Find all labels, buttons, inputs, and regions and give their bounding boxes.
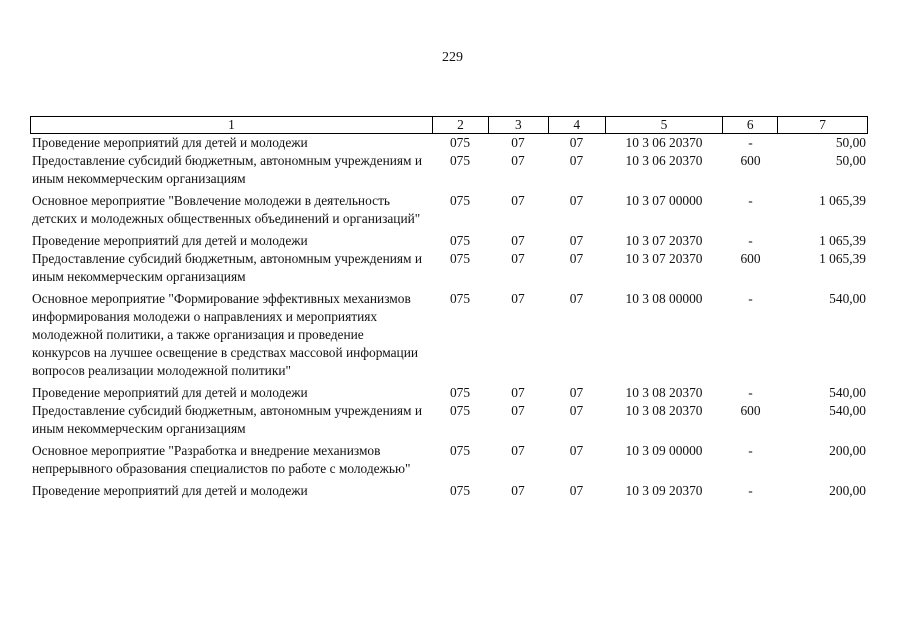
row-col-5: 10 3 09 00000 [625,443,703,458]
row-col-6: - [748,385,753,400]
row-col-7: 1 065,39 [819,251,866,266]
row-col-7: 200,00 [829,443,866,458]
row-col-5: 10 3 08 20370 [625,385,703,400]
row-name: Предоставление субсидий бюджетным, автономным учреждениям и иным некоммерческим организациям [32,403,423,436]
row-col-3: 07 [511,193,525,208]
row-col-4: 07 [569,251,584,266]
row-col-6: 600 [740,251,761,266]
row-col-7: 540,00 [829,385,866,400]
row-col-6: - [748,193,753,208]
row-col-5: 10 3 07 00000 [625,193,703,208]
row-col-7: 540,00 [829,403,866,418]
row-col-2: 075 [449,483,471,498]
row-col-7: 1 065,39 [819,233,866,248]
page-number: 229 [442,50,463,65]
row-name: Предоставление субсидий бюджетным, автономным учреждениям и иным некоммерческим организациям [32,251,423,284]
row-col-6: - [748,135,753,150]
table-row [30,192,868,228]
row-col-5: 10 3 08 00000 [625,291,703,306]
row-col-7: 540,00 [829,291,866,306]
row-col-2: 075 [449,251,471,266]
row-col-3: 07 [511,291,525,306]
row-col-2: 075 [449,193,471,208]
row-name: Основное мероприятие "Вовлечение молодежи в деятельность детских и молодежных общественных объединений и организаций" [32,193,421,226]
budget-table [30,116,868,500]
row-name: Основное мероприятие "Формирование эффективных механизмов информирования молодежи о направлениях и мероприятиях молодежной политики, а также организация и проведение конкурсов на лучшее освещение в средствах массовой информации вопросов реализации молодежной политики" [32,291,419,378]
row-name: Проведение мероприятий для детей и молодежи [32,483,308,498]
table-row [30,290,868,380]
table-header [30,116,868,134]
row-col-6: - [748,233,753,248]
row-col-4: 07 [569,403,584,418]
row-col-6: - [748,291,753,306]
row-col-5: 10 3 07 20370 [625,233,703,248]
row-col-7: 50,00 [835,135,866,150]
row-col-3: 07 [511,251,525,266]
row-col-3: 07 [511,403,525,418]
table-row [30,482,868,500]
row-col-3: 07 [511,233,525,248]
table-row [30,250,868,286]
row-col-5: 10 3 09 20370 [625,483,703,498]
row-col-2: 075 [449,153,471,168]
row-col-4: 07 [569,135,584,150]
table-row [30,384,868,402]
row-col-6: 600 [740,403,761,418]
row-name: Проведение мероприятий для детей и молодежи [32,135,308,150]
row-col-5: 10 3 08 20370 [625,403,703,418]
row-name: Предоставление субсидий бюджетным, автономным учреждениям и иным некоммерческим организациям [32,153,423,186]
row-col-3: 07 [511,443,525,458]
header-col-3: 3 [488,117,548,133]
row-col-2: 075 [449,233,471,248]
row-col-4: 07 [569,443,584,458]
row-col-3: 07 [511,153,525,168]
row-name: Проведение мероприятий для детей и молодежи [32,385,308,400]
row-col-4: 07 [569,193,584,208]
row-col-6: 600 [740,153,761,168]
table-row [30,152,868,188]
header-col-7: 7 [777,117,867,133]
row-col-4: 07 [569,233,584,248]
row-col-2: 075 [449,385,471,400]
row-col-5: 10 3 07 20370 [625,251,703,266]
table-row [30,402,868,438]
row-name: Проведение мероприятий для детей и молодежи [32,233,308,248]
row-col-2: 075 [449,135,471,150]
header-col-4: 4 [548,117,605,133]
row-col-7: 200,00 [829,483,866,498]
header-col-1: 1 [228,117,235,132]
row-col-3: 07 [511,385,525,400]
row-col-4: 07 [569,291,584,306]
row-col-5: 10 3 06 20370 [625,135,703,150]
header-col-6: 6 [722,117,777,133]
table-row [30,134,868,152]
row-col-2: 075 [449,291,471,306]
row-col-2: 075 [449,403,471,418]
row-col-7: 50,00 [835,153,866,168]
row-col-6: - [748,443,753,458]
table-row [30,442,868,478]
table-row [30,232,868,250]
row-col-5: 10 3 06 20370 [625,153,703,168]
row-col-3: 07 [511,483,525,498]
header-col-5: 5 [605,117,723,133]
header-col-2: 2 [432,117,488,133]
row-col-6: - [748,483,753,498]
row-col-3: 07 [511,135,525,150]
row-col-4: 07 [569,153,584,168]
row-name: Основное мероприятие "Разработка и внедрение механизмов непрерывного образования специалистов по работе с молодежью" [32,443,411,476]
row-col-2: 075 [449,443,471,458]
row-col-4: 07 [569,483,584,498]
row-col-4: 07 [569,385,584,400]
row-col-7: 1 065,39 [819,193,866,208]
